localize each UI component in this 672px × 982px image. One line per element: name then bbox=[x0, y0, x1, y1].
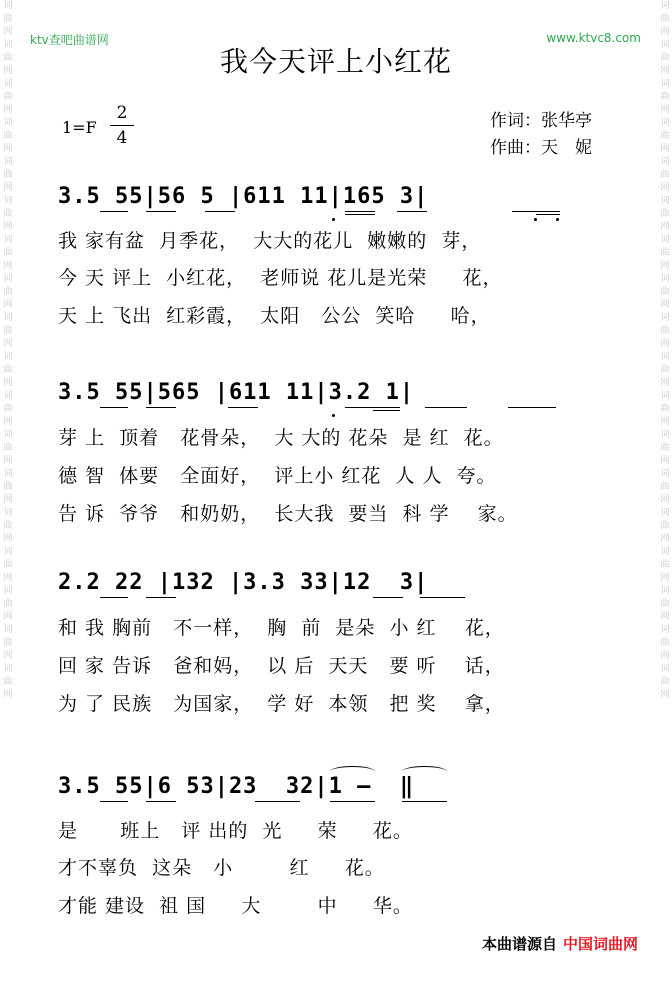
watermark-glyph: 曲 bbox=[3, 677, 13, 687]
watermark-glyph: 曲 bbox=[3, 599, 13, 609]
watermark-glyph: 曲 bbox=[660, 326, 670, 336]
lyric-line-1-2: 今 天 评上 小红花， 老师说 花儿是光荣 花， bbox=[58, 267, 503, 289]
watermark-glyph: 网 bbox=[3, 612, 13, 622]
watermark-glyph: 网 bbox=[660, 144, 670, 154]
notation-line-4: 3.5 55|6 53|23 32|1 — ‖ bbox=[58, 774, 415, 799]
low-octave-dot bbox=[332, 218, 335, 221]
beam-underline bbox=[100, 211, 128, 212]
watermark-glyph: 词 bbox=[3, 1, 13, 11]
watermark-glyph: 曲 bbox=[3, 443, 13, 453]
beam-underline bbox=[228, 407, 258, 408]
watermark-glyph: 词 bbox=[3, 79, 13, 89]
watermark-glyph: 网 bbox=[660, 105, 670, 115]
watermark-glyph: 网 bbox=[660, 690, 670, 700]
watermark-glyph: 词 bbox=[660, 469, 670, 479]
time-fraction-bar bbox=[110, 125, 134, 126]
watermark-glyph: 词 bbox=[660, 79, 670, 89]
notation-line-3: 2.2 22 |132 |3.3 33|12 3| bbox=[58, 570, 429, 595]
watermark-glyph: 曲 bbox=[3, 131, 13, 141]
watermark-glyph: 词 bbox=[3, 313, 13, 323]
watermark-glyph: 词 bbox=[3, 625, 13, 635]
watermark-glyph: 曲 bbox=[660, 521, 670, 531]
watermark-left bbox=[1, 0, 15, 702]
watermark-glyph: 曲 bbox=[660, 53, 670, 63]
low-octave-dot bbox=[556, 218, 559, 221]
watermark-glyph: 曲 bbox=[660, 14, 670, 24]
watermark-glyph: 词 bbox=[660, 508, 670, 518]
beam-underline bbox=[345, 407, 400, 408]
watermark-glyph: 网 bbox=[3, 690, 13, 700]
watermark-glyph: 曲 bbox=[3, 521, 13, 531]
watermark-glyph: 词 bbox=[3, 508, 13, 518]
watermark-glyph: 曲 bbox=[3, 170, 13, 180]
source-label: 本曲谱源自 bbox=[481, 935, 557, 953]
watermark-glyph: 曲 bbox=[660, 443, 670, 453]
watermark-glyph: 曲 bbox=[3, 248, 13, 258]
lyric-line-3-3: 为 了 民族 为国家， 学 好 本领 把 奖 拿， bbox=[58, 693, 505, 715]
watermark-glyph: 曲 bbox=[3, 404, 13, 414]
lyric-line-3-2: 回 家 告诉 爸和妈， 以 后 天天 要 听 话， bbox=[58, 655, 505, 677]
watermark-glyph: 网 bbox=[660, 27, 670, 37]
lyric-line-3-1: 和 我 胸前 不一样， 胸 前 是朵 小 红 花， bbox=[58, 617, 505, 639]
watermark-glyph: 词 bbox=[3, 586, 13, 596]
watermark-glyph: 曲 bbox=[660, 287, 670, 297]
watermark-glyph: 网 bbox=[660, 651, 670, 661]
watermark-glyph: 网 bbox=[660, 495, 670, 505]
watermark-glyph: 词 bbox=[660, 586, 670, 596]
watermark-glyph: 曲 bbox=[3, 638, 13, 648]
watermark-glyph: 词 bbox=[3, 235, 13, 245]
low-octave-dot bbox=[534, 218, 537, 221]
beam-underline bbox=[508, 407, 556, 408]
watermark-glyph: 词 bbox=[3, 352, 13, 362]
watermark-glyph: 网 bbox=[3, 378, 13, 388]
watermark-glyph: 曲 bbox=[660, 677, 670, 687]
watermark-glyph: 网 bbox=[3, 261, 13, 271]
watermark-glyph: 网 bbox=[3, 222, 13, 232]
lyricist: 作词：张华亭 bbox=[490, 111, 592, 131]
beam-underline bbox=[330, 801, 375, 802]
beam-underline bbox=[425, 407, 467, 408]
watermark-glyph: 网 bbox=[3, 534, 13, 544]
beam-underline bbox=[512, 211, 560, 212]
watermark-glyph: 曲 bbox=[660, 599, 670, 609]
slur-arc bbox=[330, 766, 375, 777]
watermark-glyph: 词 bbox=[660, 430, 670, 440]
key-signature: 1=F bbox=[62, 118, 97, 137]
watermark-glyph: 曲 bbox=[660, 482, 670, 492]
beam-underline bbox=[205, 211, 235, 212]
watermark-glyph: 曲 bbox=[660, 365, 670, 375]
watermark-glyph: 网 bbox=[660, 534, 670, 544]
watermark-glyph: 网 bbox=[660, 612, 670, 622]
watermark-glyph: 曲 bbox=[3, 560, 13, 570]
beam-underline bbox=[402, 801, 447, 802]
watermark-glyph: 词 bbox=[660, 313, 670, 323]
watermark-glyph: 词 bbox=[3, 274, 13, 284]
watermark-glyph: 网 bbox=[3, 105, 13, 115]
watermark-glyph: 网 bbox=[660, 66, 670, 76]
watermark-glyph: 网 bbox=[3, 66, 13, 76]
watermark-glyph: 曲 bbox=[3, 365, 13, 375]
watermark-glyph: 网 bbox=[3, 456, 13, 466]
watermark-glyph: 曲 bbox=[660, 92, 670, 102]
watermark-glyph: 网 bbox=[660, 222, 670, 232]
watermark-glyph: 网 bbox=[3, 417, 13, 427]
watermark-glyph: 曲 bbox=[660, 170, 670, 180]
watermark-glyph: 网 bbox=[3, 339, 13, 349]
beam-underline bbox=[100, 597, 128, 598]
watermark-glyph: 曲 bbox=[660, 248, 670, 258]
watermark-glyph: 词 bbox=[660, 157, 670, 167]
watermark-glyph: 网 bbox=[660, 378, 670, 388]
lyric-line-4-3: 才能 建设 祖 国 大 中 华。 bbox=[58, 895, 413, 917]
song-title: 我今天评上小红花 bbox=[219, 45, 452, 78]
watermark-glyph: 词 bbox=[660, 352, 670, 362]
composer: 作曲：天 妮 bbox=[490, 138, 592, 158]
watermark-glyph: 词 bbox=[3, 664, 13, 674]
notation-line-2: 3.5 55|565 |611 11|3.2 1| bbox=[58, 380, 415, 405]
watermark-glyph: 曲 bbox=[660, 209, 670, 219]
watermark-glyph: 网 bbox=[3, 573, 13, 583]
beam-underline bbox=[146, 801, 176, 802]
time-numerator: 2 bbox=[116, 103, 128, 123]
watermark-glyph: 词 bbox=[3, 547, 13, 557]
watermark-glyph: 曲 bbox=[3, 287, 13, 297]
notation-line-1: 3.5 55|56 5 |611 11|165 3| bbox=[58, 184, 429, 209]
lyric-line-4-2: 才不辜负 这朵 小 红 花。 bbox=[58, 857, 385, 879]
watermark-glyph: 网 bbox=[660, 573, 670, 583]
credits bbox=[490, 108, 592, 162]
watermark-glyph: 词 bbox=[660, 274, 670, 284]
low-octave-dot bbox=[332, 414, 335, 417]
watermark-glyph: 网 bbox=[660, 456, 670, 466]
watermark-glyph: 网 bbox=[660, 261, 670, 271]
source-credit bbox=[482, 933, 638, 954]
watermark-glyph: 词 bbox=[660, 547, 670, 557]
beam-underline bbox=[146, 597, 176, 598]
watermark-glyph: 词 bbox=[660, 196, 670, 206]
watermark-glyph: 曲 bbox=[3, 53, 13, 63]
watermark-glyph: 词 bbox=[660, 664, 670, 674]
watermark-glyph: 曲 bbox=[3, 209, 13, 219]
watermark-glyph: 词 bbox=[3, 118, 13, 128]
watermark-glyph: 词 bbox=[3, 430, 13, 440]
source-site-link[interactable]: 中国词曲网 bbox=[562, 935, 638, 953]
watermark-glyph: 网 bbox=[3, 27, 13, 37]
beam-underline bbox=[100, 407, 128, 408]
watermark-glyph: 曲 bbox=[660, 131, 670, 141]
watermark-glyph: 词 bbox=[3, 469, 13, 479]
watermark-glyph: 网 bbox=[3, 495, 13, 505]
watermark-glyph: 曲 bbox=[3, 482, 13, 492]
time-signature bbox=[110, 102, 134, 149]
watermark-glyph: 曲 bbox=[3, 92, 13, 102]
watermark-glyph: 曲 bbox=[660, 638, 670, 648]
beam-underline bbox=[146, 211, 176, 212]
watermark-glyph: 词 bbox=[3, 196, 13, 206]
lyric-line-2-3: 告 诉 爷爷 和奶奶， 长大我 要当 科 学 家。 bbox=[58, 503, 518, 525]
lyric-line-1-1: 我 家有盆 月季花， 大大的花儿 嫩嫩的 芽， bbox=[58, 230, 482, 252]
beam-underline bbox=[373, 410, 400, 411]
watermark-glyph: 曲 bbox=[3, 14, 13, 24]
watermark-glyph: 词 bbox=[3, 157, 13, 167]
watermark-glyph: 网 bbox=[3, 183, 13, 193]
lyric-line-2-2: 德 智 体要 全面好， 评上小 红花 人 人 夸。 bbox=[58, 465, 497, 487]
watermark-glyph: 词 bbox=[660, 391, 670, 401]
watermark-glyph: 词 bbox=[660, 1, 670, 11]
lyric-line-4-1: 是 班上 评 出的 光 荣 花。 bbox=[58, 820, 413, 842]
watermark-right bbox=[658, 0, 672, 702]
watermark-glyph: 词 bbox=[3, 391, 13, 401]
watermark-glyph: 曲 bbox=[660, 560, 670, 570]
lyric-line-1-3: 天 上 飞出 红彩霞， 太阳 公公 笑哈 哈， bbox=[58, 305, 491, 327]
slur-arc bbox=[402, 766, 447, 777]
beam-underline bbox=[100, 801, 128, 802]
watermark-glyph: 网 bbox=[660, 417, 670, 427]
watermark-glyph: 词 bbox=[660, 40, 670, 50]
beam-underline bbox=[373, 597, 403, 598]
beam-underline bbox=[345, 214, 375, 215]
beam-underline bbox=[255, 801, 300, 802]
watermark-glyph: 词 bbox=[660, 235, 670, 245]
beam-underline bbox=[420, 597, 465, 598]
beam-underline bbox=[397, 211, 427, 212]
beam-underline bbox=[536, 214, 560, 215]
watermark-glyph: 词 bbox=[3, 40, 13, 50]
site-url-right[interactable]: www.ktvc8.com bbox=[546, 31, 641, 45]
watermark-glyph: 网 bbox=[660, 183, 670, 193]
time-denominator: 4 bbox=[116, 128, 128, 148]
lyric-line-2-1: 芽 上 顶着 花骨朵， 大 大的 花朵 是 红 花。 bbox=[58, 427, 504, 449]
watermark-glyph: 词 bbox=[660, 625, 670, 635]
watermark-glyph: 网 bbox=[660, 300, 670, 310]
watermark-glyph: 网 bbox=[3, 300, 13, 310]
watermark-glyph: 网 bbox=[3, 144, 13, 154]
beam-underline bbox=[146, 407, 176, 408]
beam-underline bbox=[345, 211, 375, 212]
watermark-glyph: 词 bbox=[660, 118, 670, 128]
site-name-left[interactable]: ktv查吧曲谱网 bbox=[30, 33, 109, 47]
watermark-glyph: 网 bbox=[3, 651, 13, 661]
watermark-glyph: 曲 bbox=[3, 326, 13, 336]
watermark-glyph: 曲 bbox=[660, 404, 670, 414]
watermark-glyph: 网 bbox=[660, 339, 670, 349]
